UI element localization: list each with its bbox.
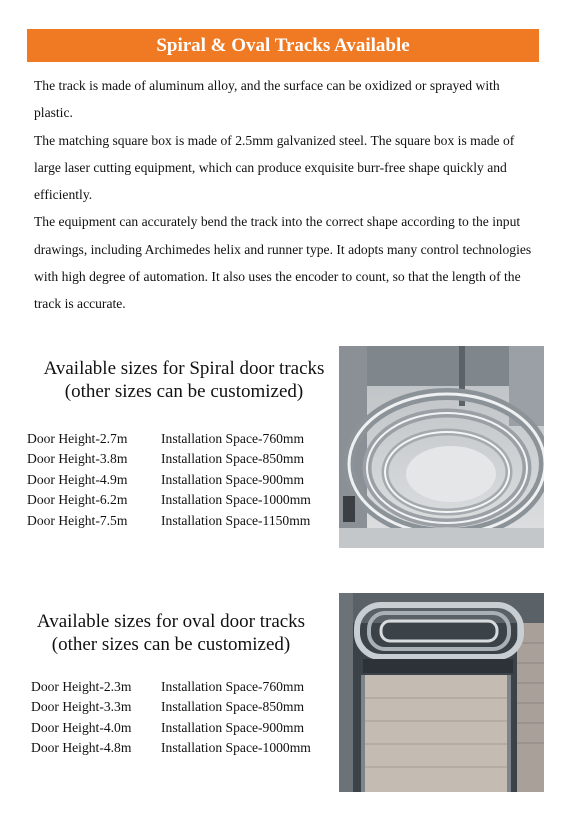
size-row [27,490,311,510]
installation-space: Installation Space-900mm [161,719,305,735]
intro-paragraph: The track is made of aluminum alloy, and the surface can be oxidized or sprayed with plastic. [34,78,500,121]
oval-sizes-table [31,677,311,759]
installation-space: Installation Space-760mm [161,679,305,694]
installation-space: Installation Space-850mm [161,451,305,467]
door-height: Door Height-4.0m [31,719,132,735]
intro-text [34,72,540,318]
size-row [31,697,311,717]
oval-track-photo [339,593,544,792]
door-height: Door Height-2.7m [27,431,128,446]
size-row [27,429,311,449]
intro-paragraph: The equipment can accurately bend the track into the correct shape according to the input drawings, including Archimedes helix and runner type. It adopts many control technologies with high degree of automation. It also uses the encoder to count, so that the length of the track is accurate. [34,214,532,312]
installation-space: Installation Space-1000mm [161,740,311,756]
door-height: Door Height-3.3m [31,699,132,715]
oval-section-title [18,610,324,656]
size-row [31,738,311,758]
size-row [27,470,311,490]
oval-title-line: Available sizes for oval door tracks [36,611,306,632]
intro-paragraph: The matching square box is made of 2.5mm galvanized steel. The square box is made of large laser cutting equipment, which can produce exquisite burr-free shape quickly and efficiently. [34,132,515,203]
door-height: Door Height-7.5m [27,512,128,528]
oval-subtitle-line: (other sizes can be customized) [51,634,291,655]
size-row [27,511,311,531]
door-height: Door Height-4.9m [27,471,128,487]
size-row [31,677,311,697]
size-row [31,718,311,738]
door-height: Door Height-3.8m [27,451,128,467]
size-row [27,449,311,469]
door-height: Door Height-4.8m [31,740,132,756]
spiral-title-line: Available sizes for Spiral door tracks [43,358,325,379]
spiral-section-title [22,357,346,403]
spiral-sizes-table [27,429,311,531]
installation-space: Installation Space-1150mm [161,512,311,528]
installation-space: Installation Space-1000mm [161,492,311,508]
installation-space: Installation Space-850mm [161,699,305,715]
spiral-track-photo [339,346,544,548]
section-banner: Spiral & Oval Tracks Available [27,29,539,62]
spiral-track-illustration [339,346,544,548]
installation-space: Installation Space-900mm [161,471,305,487]
spiral-subtitle-line: (other sizes can be customized) [64,381,304,402]
installation-space: Installation Space-760mm [161,431,305,446]
door-height: Door Height-2.3m [31,679,132,694]
oval-track-illustration [339,593,544,792]
door-height: Door Height-6.2m [27,492,128,508]
